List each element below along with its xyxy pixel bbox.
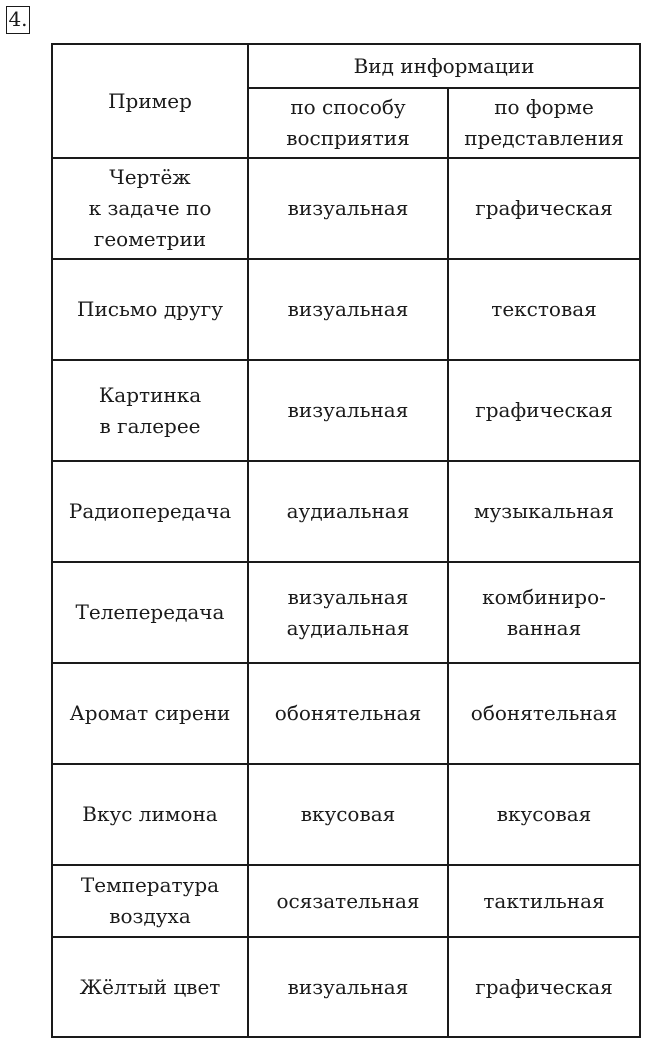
form-cell: графическая (448, 360, 640, 461)
example-cell: Жёлтый цвет (52, 937, 248, 1037)
perception-cell: обонятельная (248, 663, 448, 764)
form-cell: графическая (448, 937, 640, 1037)
form-cell: обонятельная (448, 663, 640, 764)
perception-cell: визуальная (248, 937, 448, 1037)
header-info-type: Вид информации (248, 44, 640, 88)
example-cell: Температура воздуха (52, 865, 248, 937)
perception-cell: визуальная (248, 360, 448, 461)
example-cell: Чертёж к задаче по геометрии (52, 158, 248, 259)
table-row (52, 937, 640, 1037)
header-perception: по способу восприятия (248, 88, 448, 158)
example-cell: Аромат сирени (52, 663, 248, 764)
example-cell: Вкус лимона (52, 764, 248, 865)
example-cell: Картинка в галерее (52, 360, 248, 461)
table-row (52, 461, 640, 562)
form-cell: вкусовая (448, 764, 640, 865)
table-row (52, 764, 640, 865)
form-cell: текстовая (448, 259, 640, 360)
perception-cell: аудиальная (248, 461, 448, 562)
table-row (52, 562, 640, 663)
perception-cell: визуальная (248, 158, 448, 259)
header-row (52, 44, 640, 88)
header-form: по форме представления (448, 88, 640, 158)
header-example: Пример (52, 44, 248, 158)
table-row (52, 865, 640, 937)
form-cell: графическая (448, 158, 640, 259)
example-cell: Письмо другу (52, 259, 248, 360)
information-types-table (51, 43, 641, 1038)
task-number: 4. (6, 6, 30, 34)
form-cell: комбиниро- ванная (448, 562, 640, 663)
table-row (52, 663, 640, 764)
perception-cell: визуальная (248, 259, 448, 360)
example-cell: Телепередача (52, 562, 248, 663)
form-cell: тактильная (448, 865, 640, 937)
perception-cell: осязательная (248, 865, 448, 937)
table-row (52, 259, 640, 360)
perception-cell: визуальная аудиальная (248, 562, 448, 663)
table-row (52, 158, 640, 259)
table-row (52, 360, 640, 461)
form-cell: музыкальная (448, 461, 640, 562)
perception-cell: вкусовая (248, 764, 448, 865)
example-cell: Радиопередача (52, 461, 248, 562)
